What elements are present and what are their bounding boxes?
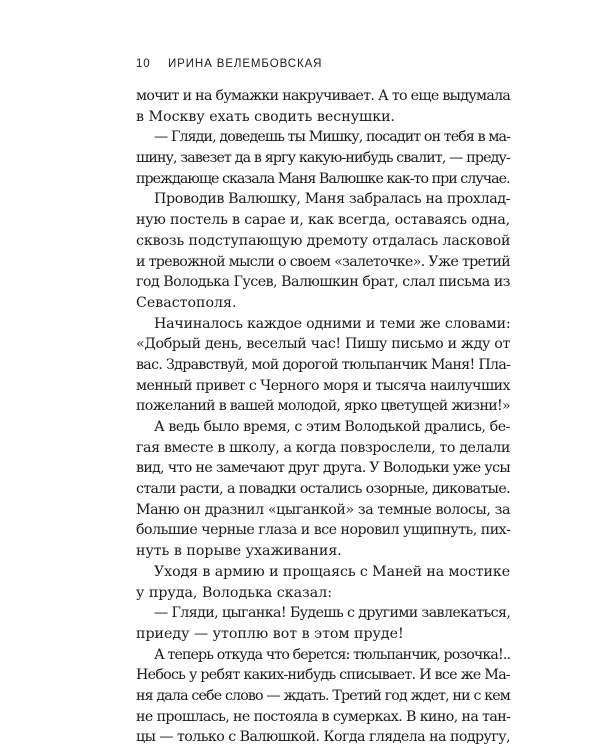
text-line: — Гляди, доведешь ты Мишку, посадит он тебя в ма-: [154, 129, 511, 146]
text-line: мочит и на бумажки накручивает. А то еще выдумала: [136, 88, 511, 104]
text-line: не прошлась, не постояла в сумерках. В кино, на тан-: [136, 708, 511, 725]
text-line: Уходя в армию и прощаясь с Маней на мостике: [154, 563, 510, 580]
page-number: 10: [136, 58, 151, 70]
text-line: стали расти, а повадки остались озорные, диковатые.: [136, 481, 510, 498]
text-line: сквозь подступающую дремоту отдалась ласковой: [136, 232, 511, 249]
text-line: А ведь было время, с этим Володькой дрались, бе-: [154, 419, 510, 435]
text-line: год Володька Гусев, Валюшкин брат, слал письма из: [136, 274, 510, 291]
text-line: большие черные глаза и все норовил ущипнуть, пих-: [136, 522, 511, 539]
text-line: преждающе сказала Маня Валюшке как-то при случае.: [136, 170, 510, 187]
author-name: ИРИНА ВЕЛЕМБОВСКАЯ: [168, 58, 323, 70]
running-header: [136, 58, 536, 74]
text-line: гая вместе в школу, а когда повзрослели, то делали: [136, 439, 510, 456]
text-line: цы — только с Валюшкой. Когда глядела на подругу,: [136, 729, 510, 746]
text-line: — Гляди, цыганка! Будешь с другими завлекаться,: [154, 605, 511, 622]
text-line: вид, что не замечают друг друга. У Володьки уже усы: [136, 460, 510, 477]
text-line: ня дала себе слово — ждать. Третий год ждет, ни с кем: [136, 687, 510, 704]
text-line: в Москву ехать сводить веснушки.: [136, 108, 396, 125]
text-line: и тревожной мысли о своем «залеточке». Уже третий: [136, 253, 510, 270]
text-line: Маню он дразнил «цыганкой» за темные волосы, за: [136, 501, 510, 518]
text-line: Севастополя.: [136, 294, 237, 311]
text-line: ную постель в сарае и, как всегда, оставаясь одна,: [136, 212, 510, 229]
text-line: приеду — утоплю вот в этом пруде!: [136, 625, 404, 642]
text-line: Начиналось каждое одними и теми же словами:: [154, 315, 511, 332]
text-line: «Добрый день, веселый час! Пишу письмо и жду от: [136, 336, 510, 353]
body-text: [136, 86, 510, 748]
text-line: Небось у ребят каких-нибудь списывает. И все же Ма-: [136, 667, 510, 684]
text-line: пожеланий в вашей молодой, ярко цветущей жизни!»: [136, 398, 510, 415]
text-line: нуть в порыве ухаживания.: [136, 543, 342, 560]
text-line: А теперь откуда что берется: тюльпанчик, розочка!..: [154, 646, 511, 663]
text-line: менный привет с Черного моря и тысяча наилучших: [136, 377, 510, 394]
text-line: вас. Здравствуй, мой дорогой тюльпанчик Маня! Пла-: [136, 356, 511, 373]
text-line: шину, завезет да в яргу какую-нибудь свалит, — преду-: [136, 150, 510, 167]
text-line: у пруда, Володька сказал:: [136, 584, 333, 601]
text-line: Проводив Валюшку, Маня забралась на прохлад-: [154, 191, 511, 208]
